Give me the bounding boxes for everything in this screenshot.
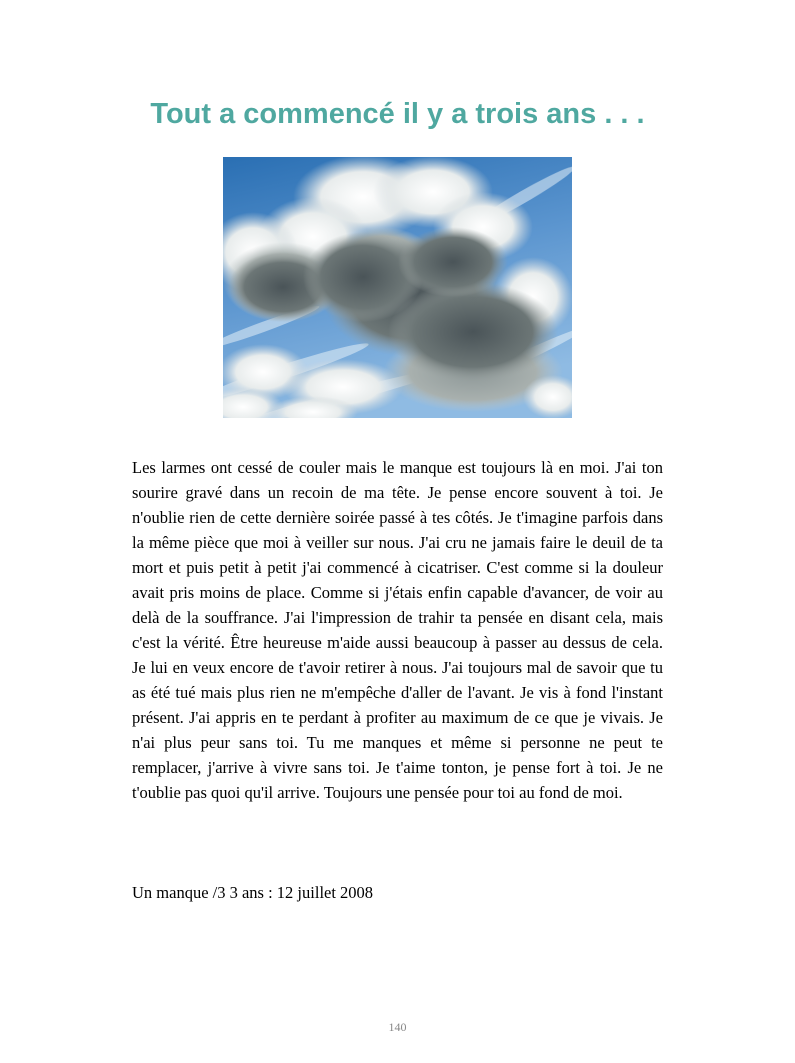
body-paragraph: Les larmes ont cessé de couler mais le manque est toujours là en moi. J'ai ton sourire gravé dans un recoin de ma tête. Je pense encore souvent à toi. Je n'oublie rien de cette dernière soirée passé à tes côtés. Je t'imagine parfois dans la même pièce que moi à veiller sur nous. J'ai cru ne jamais faire le deuil de ta mort et puis petit à petit j'ai commencé à cicatriser. C'est comme si la douleur avait pris moins de place. Comme si j'étais enfin capable d'avancer, de voir au delà de la souffrance. J'ai l'impression de trahir ta pensée en disant cela, mais c'est la vérité. Être heureuse m'aide aussi beaucoup à passer au dessus de cela. Je lui en veux encore de t'avoir retirer à nous. J'ai toujours mal de savoir que tu as été tué mais plus rien ne m'empêche d'aller de l'avant. Je vis à fond l'instant présent. J'ai appris en te perdant à profiter au maximum de ce que je vivais. Je n'ai plus peur sans toi. Tu me manques et même si personne ne peut te remplacer, j'arrive à vivre sans toi. Je t'aime tonton, je pense fort à toi. Je ne t'oublie pas quoi qu'il arrive. Toujours une pensée pour toi au fond de moi. xyxy=(132,458,663,802)
signature-line: Un manque /3 3 ans : 12 juillet 2008 xyxy=(132,883,374,902)
page-number: 140 xyxy=(388,1020,407,1034)
cloud-photo xyxy=(223,157,572,418)
page-title: Tout a commencé il y a trois ans . . . xyxy=(150,98,645,130)
